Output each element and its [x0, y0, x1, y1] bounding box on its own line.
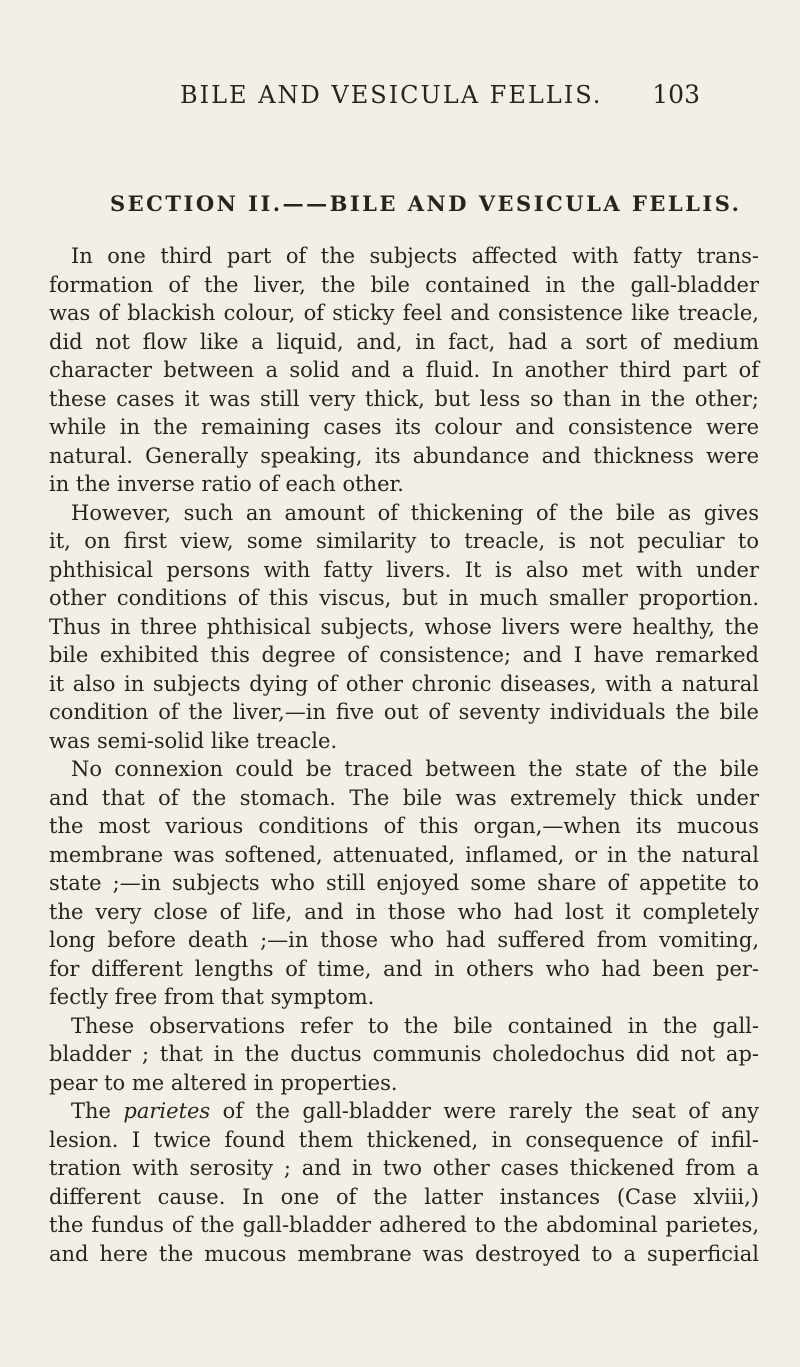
italic-term: parietes [123, 1099, 211, 1123]
text-line: However, such an amount of thickening of the bile as gives [71, 500, 759, 525]
text-line: formation of the liver, the bile contained in the gall-bladder [49, 272, 759, 297]
text-line: was semi-solid like treacle. [49, 728, 338, 753]
text-line: in the inverse ratio of each other. [49, 472, 404, 496]
text-line: No connexion could be traced between the state of the bile [71, 757, 759, 781]
text-line: the very close of life, and in those who had lost it completely [49, 899, 759, 924]
text-line: condition of the liver,—in five out of seventy individuals the bile [49, 700, 759, 724]
text-line: lesion. I twice found them thickened, in consequence of infil- [49, 1127, 759, 1152]
text-line: These observations refer to the bile contained in the gall- [71, 1013, 759, 1038]
text-line: bladder ; that in the ductus communis choledochus did not ap- [49, 1042, 759, 1066]
text-line: and here the mucous membrane was destroyed to a superficial [49, 1241, 759, 1266]
running-head [180, 80, 700, 109]
text-line: different cause. In one of the latter instances (Case xlviii,) [49, 1184, 759, 1209]
text-line: fectly free from that symptom. [49, 985, 375, 1009]
text-line: membrane was softened, attenuated, inflamed, or in the natural [49, 842, 759, 867]
text-line: tration with serosity ; and in two other cases thickened from a [49, 1156, 759, 1180]
page-number: 103 [652, 80, 700, 109]
text-line: and that of the stomach. The bile was extremely thick under [49, 785, 759, 810]
text-line: did not flow like a liquid, and, in fact, had a sort of medium [49, 329, 759, 354]
text-line: natural. Generally speaking, its abundance and thickness were [49, 443, 759, 468]
text-line: was of blackish colour, of sticky feel and consistence like treacle, [49, 301, 759, 325]
text-line: the most various conditions of this organ,—when its mucous [49, 814, 759, 838]
body-text [49, 242, 759, 1268]
text-line: long before death ;—in those who had suffered from vomiting, [49, 928, 759, 952]
text-line: In one third part of the subjects affected with fatty trans- [71, 244, 759, 268]
text-line: pear to me altered in properties. [49, 1070, 398, 1095]
text-line: it also in subjects dying of other chronic diseases, with a natural [49, 671, 759, 696]
text-line: Thus in three phthisical subjects, whose livers were healthy, the [49, 614, 759, 639]
text-line: these cases it was still very thick, but less so than in the other; [49, 386, 759, 411]
text-run: of the gall-bladder were rarely the seat of any [210, 1099, 759, 1123]
text-line: character between a solid and a fluid. In another third part of [49, 358, 759, 382]
text-line: it, on first view, some similarity to treacle, is not peculiar to [49, 529, 759, 553]
text-line: other conditions of this viscus, but in much smaller proportion. [49, 586, 759, 610]
text-line: for different lengths of time, and in others who had been per- [49, 956, 759, 981]
text-line: while in the remaining cases its colour and consistence were [49, 415, 759, 439]
text-line: the fundus of the gall-bladder adhered to the abdominal parietes, [49, 1213, 759, 1237]
text-line: bile exhibited this degree of consistence; and I have remarked [49, 643, 759, 667]
text-line [49, 1097, 759, 1126]
text-line: state ;—in subjects who still enjoyed some share of appetite to [49, 871, 759, 895]
text-line: phthisical persons with fatty livers. It is also met with under [49, 557, 759, 582]
text-run: The [71, 1099, 124, 1123]
section-heading: SECTION II.——BILE AND VESICULA FELLIS. [110, 191, 742, 216]
running-head-title: BILE AND VESICULA FELLIS. [180, 81, 603, 109]
